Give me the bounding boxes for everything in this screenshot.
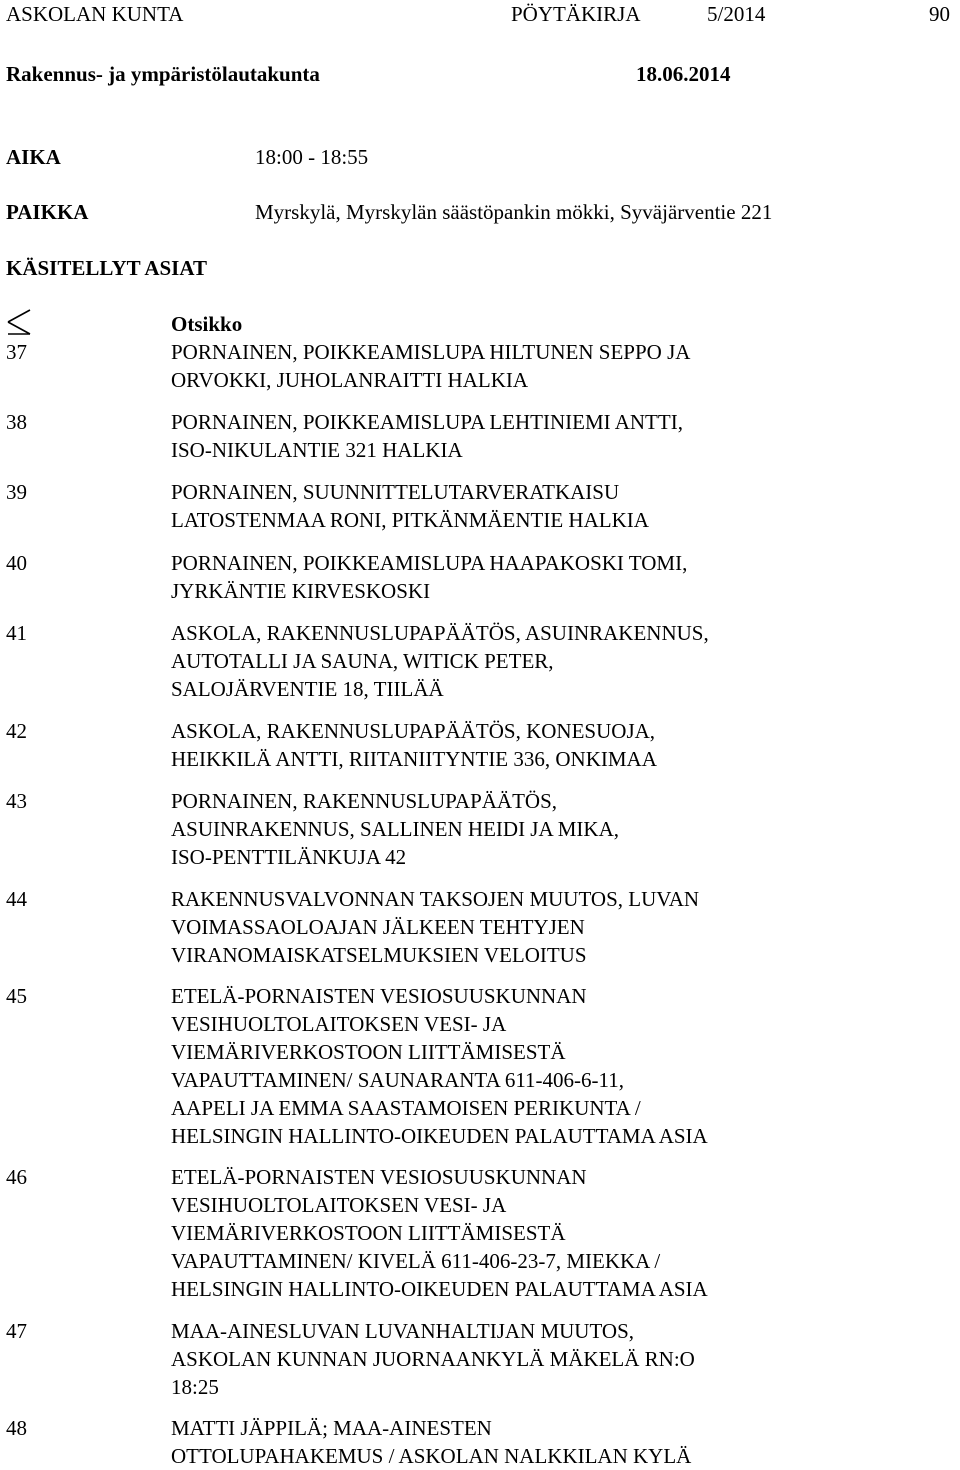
item-number: 45 [6, 984, 27, 1008]
meeting-date: 18.06.2014 [636, 62, 731, 86]
document-type: PÖYTÄKIRJA [511, 2, 641, 26]
item-number: 42 [6, 719, 27, 743]
item-title: ASKOLA, RAKENNUSLUPAPÄÄTÖS, KONESUOJA, HEIKKILÄ ANTTI, RIITANIITYNTIE 336, ONKIMAA [171, 719, 657, 771]
item-number: 47 [6, 1319, 27, 1343]
item-number: 43 [6, 789, 27, 813]
item-title: MATTI JÄPPILÄ; MAA-AINESTEN OTTOLUPAHAKEMUS / ASKOLAN NALKKILAN KYLÄ [171, 1416, 692, 1468]
item-title: ETELÄ-PORNAISTEN VESIOSUUSKUNNAN VESIHUOLTOLAITOKSEN VESI- JA VIEMÄRIVERKOSTOON LIITTÄMISESTÄ VAPAUTTAMINEN/ SAUNARANTA 611-406-6-11, AAPELI JA EMMA SAASTAMOISEN PERIKUNTA / HELSINGIN HALLINTO-OIKEUDEN PALAUTTAMA ASIA [171, 984, 708, 1148]
item-title: ETELÄ-PORNAISTEN VESIOSUUSKUNNAN VESIHUOLTOLAITOKSEN VESI- JA VIEMÄRIVERKOSTOON LIITTÄMISESTÄ VAPAUTTAMINEN/ KIVELÄ 611-406-23-7, MIEKKA / HELSINGIN HALLINTO-OIKEUDEN PALAUTTAMA ASIA [171, 1165, 708, 1301]
item-title: PORNAINEN, SUUNNITTELUTARVERATKAISU LATOSTENMAA RONI, PITKÄNMÄENTIE HALKIA [171, 480, 649, 532]
item-number: 37 [6, 340, 27, 364]
item-number: 41 [6, 621, 27, 645]
time-value: 18:00 - 18:55 [255, 145, 369, 169]
item-number: 38 [6, 410, 27, 434]
item-number: 40 [6, 551, 27, 575]
item-title: PORNAINEN, POIKKEAMISLUPA HILTUNEN SEPPO JA ORVOKKI, JUHOLANRAITTI HALKIA [171, 340, 691, 392]
item-number: 39 [6, 480, 27, 504]
page-number: 90 [929, 2, 950, 26]
item-number: 48 [6, 1416, 27, 1440]
section-title: KÄSITELLYT ASIAT [6, 256, 207, 280]
board-name: Rakennus- ja ympäristölautakunta [6, 62, 320, 86]
place-value: Myrskylä, Myrskylän säästöpankin mökki, Syväjärventie 221 [255, 200, 773, 224]
document-number: 5/2014 [707, 2, 766, 26]
item-number: 44 [6, 887, 27, 911]
municipality-name: ASKOLAN KUNTA [6, 2, 184, 26]
item-number: 46 [6, 1165, 27, 1189]
item-title: PORNAINEN, POIKKEAMISLUPA HAAPAKOSKI TOMI, JYRKÄNTIE KIRVESKOSKI [171, 551, 688, 603]
item-title: MAA-AINESLUVAN LUVANHALTIJAN MUUTOS, ASKOLAN KUNNAN JUORNAANKYLÄ MÄKELÄ RN:O 18:25 [171, 1319, 695, 1399]
item-title: ASKOLA, RAKENNUSLUPAPÄÄTÖS, ASUINRAKENNUS, AUTOTALLI JA SAUNA, WITICK PETER, SALOJÄRVENTIE 18, TIILÄÄ [171, 621, 709, 701]
item-title: PORNAINEN, POIKKEAMISLUPA LEHTINIEMI ANTTI, ISO-NIKULANTIE 321 HALKIA [171, 410, 683, 462]
time-label: AIKA [6, 145, 61, 169]
item-title: RAKENNUSVALVONNAN TAKSOJEN MUUTOS, LUVAN VOIMASSAOLOAJAN JÄLKEEN TEHTYJEN VIRANOMAISKATSELMUKSIEN VELOITUS [171, 887, 700, 967]
place-label: PAIKKA [6, 200, 89, 224]
column-header: Otsikko [171, 312, 243, 336]
item-title: PORNAINEN, RAKENNUSLUPAPÄÄTÖS, ASUINRAKENNUS, SALLINEN HEIDI JA MIKA, ISO-PENTTILÄNKUJA 42 [171, 789, 619, 869]
